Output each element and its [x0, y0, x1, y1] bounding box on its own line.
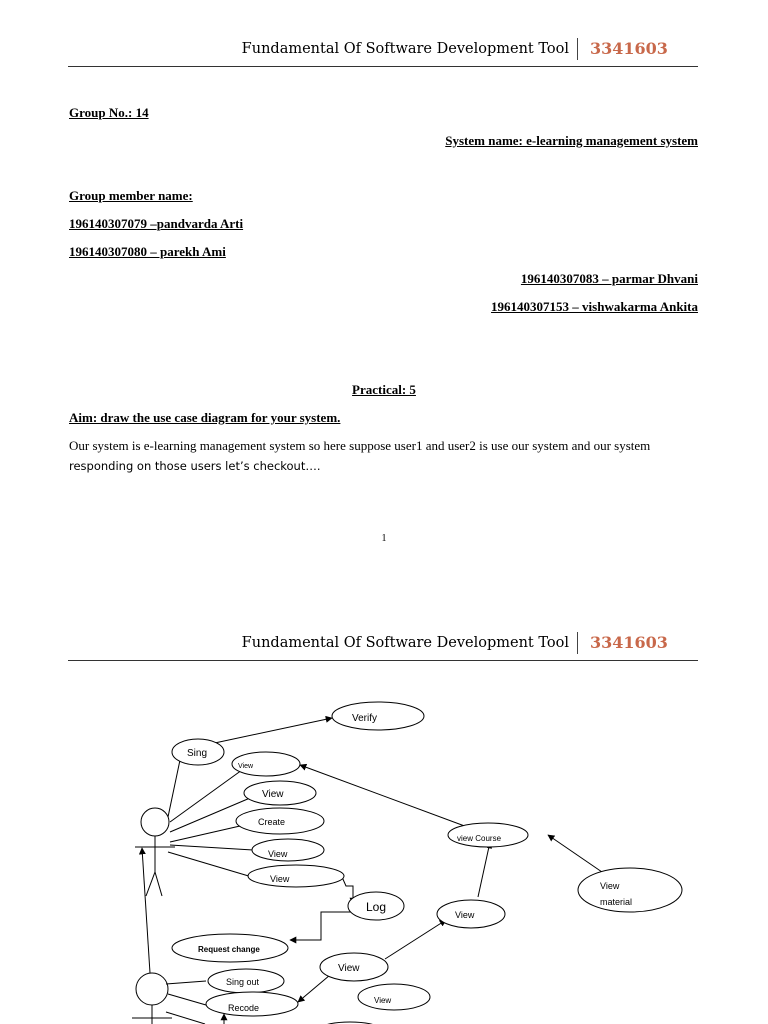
aim-text: Aim: draw the use case diagram for your system.	[69, 410, 341, 425]
member-3: 196140307083 – parmar Dhvani	[520, 271, 698, 286]
label-view-mid: View	[455, 910, 475, 920]
label-view-bottom: View	[374, 996, 392, 1005]
page-header	[68, 36, 698, 67]
label-verify: Verify	[352, 713, 378, 724]
label-view-course: view Course	[457, 834, 502, 843]
usecase-view-bottom	[358, 984, 430, 1010]
label-sing: Sing	[187, 748, 208, 759]
header-title-2: Fundamental Of Software Development Tool	[242, 632, 578, 654]
page-number: 1	[381, 533, 387, 544]
label-view-material-1: View	[600, 881, 620, 891]
member-4: 196140307153 – vishwakarma Ankita	[491, 299, 698, 314]
header-title: Fundamental Of Software Development Tool	[242, 38, 578, 60]
use-case-diagram	[0, 672, 768, 1024]
label-recode: Recode	[228, 1003, 260, 1013]
practical-title: Practical: 5	[352, 382, 416, 397]
description-line-2: responding on those users let’s checkout….	[69, 459, 321, 473]
system-name: System name: e-learning management system	[445, 133, 698, 148]
usecase-verify	[332, 702, 424, 730]
member-2: 196140307080 – parekh Ami	[69, 244, 226, 259]
label-create: Create	[258, 817, 286, 827]
member-heading: Group member name:	[69, 188, 193, 203]
label-log: Log	[366, 900, 387, 914]
label-view-1: View	[262, 789, 284, 800]
actor-user2	[132, 973, 172, 1024]
header-code: 3341603	[590, 39, 668, 58]
label-view-2: View	[268, 849, 288, 859]
label-view-3: View	[270, 874, 290, 884]
member-1: 196140307079 –pandvarda Arti	[69, 216, 244, 231]
label-view-material-2: material	[600, 897, 633, 907]
group-number: Group No.: 14	[69, 105, 149, 120]
label-view-lower: View	[338, 963, 360, 974]
usecase-view-3	[248, 865, 344, 887]
header-code-2: 3341603	[590, 633, 668, 652]
description	[69, 436, 709, 476]
label-view-small: View	[238, 763, 254, 770]
label-request-change: Request change	[198, 945, 260, 954]
usecase-view-2	[252, 839, 324, 861]
page-header-2	[68, 630, 698, 661]
description-line-1: Our system is e-learning management system so here suppose user1 and user2 is use our system and our system	[69, 438, 651, 453]
label-sing-out: Sing out	[226, 977, 260, 987]
